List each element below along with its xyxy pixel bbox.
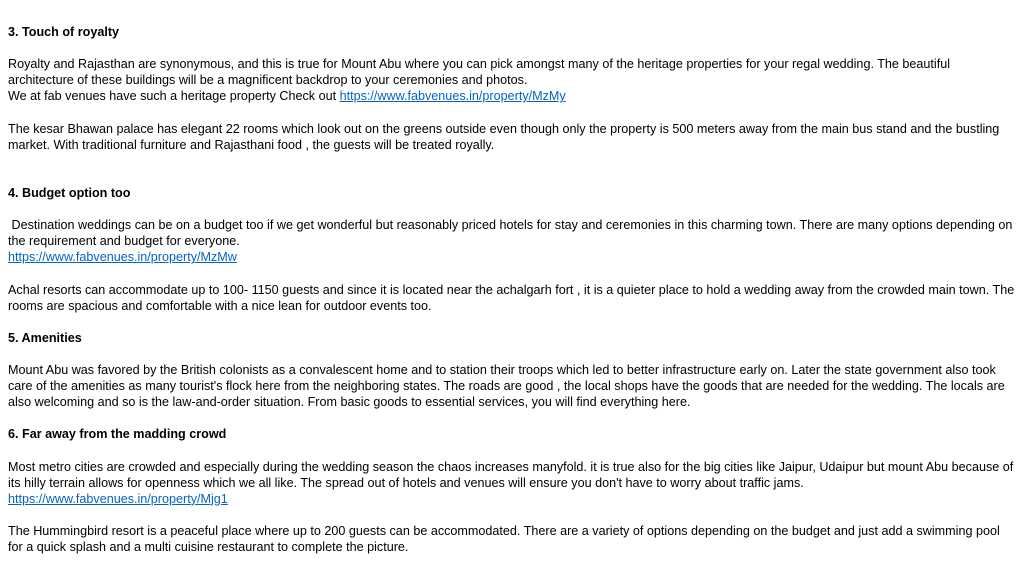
paragraph-budget-intro: Destination weddings can be on a budget too if we get wonderful but reasonably priced hotels for stay and ceremonies in this charming town. There are many options depending on the requirement and budget for everyone. bbox=[8, 218, 1016, 249]
spacer bbox=[8, 40, 1016, 56]
spacer bbox=[8, 201, 1016, 217]
spacer bbox=[8, 153, 1016, 185]
heading-madding-crowd: 6. Far away from the madding crowd bbox=[8, 427, 227, 442]
spacer bbox=[8, 265, 1016, 281]
spacer bbox=[8, 346, 1016, 362]
paragraph-hummingbird: The Hummingbird resort is a peaceful place where up to 200 guests can be accommodated. There are a variety of options depending on the budget and just add a swimming pool for a quick splash and a multi cuisine restaurant to complete the picture. bbox=[8, 523, 1000, 554]
heading-touch-of-royalty: 3. Touch of royalty bbox=[8, 25, 120, 39]
paragraph-heritage-property bbox=[8, 88, 1016, 104]
heading-budget-option: 4. Budget option too bbox=[8, 185, 131, 200]
spacer bbox=[8, 442, 1016, 458]
paragraph-amenities: Mount Abu was favored by the British colonists as a convalescent home and to station their troops which led to better infrastructure early on. Later the state government also took care of the amenities as many tourist's flock here from the neighboring states. The roads are good , the local shops have the goods that are needed for the wedding. The locals are also welcoming and so is the law-and-order situation. From basic goods to essential services, you will find everything here. bbox=[8, 362, 1005, 410]
paragraph-kesar-bhawan: The kesar Bhawan palace has elegant 22 rooms which look out on the greens outside even though only the property is 500 meters away from the main bus stand and the bustling market. With traditional furniture and Rajasthani food , the guests will be treated royally. bbox=[8, 121, 1000, 152]
spacer bbox=[8, 410, 1016, 426]
link-property-mjg1[interactable]: https://www.fabvenues.in/property/Mjg1 bbox=[8, 491, 228, 506]
document-body bbox=[8, 24, 1016, 555]
paragraph-heritage-text: We at fab venues have such a heritage property Check out bbox=[8, 89, 340, 104]
paragraph-royalty-intro: Royalty and Rajasthan are synonymous, and this is true for Mount Abu where you can pick amongst many of the heritage properties for your regal wedding. The beautiful architecture of these buildings will be a magnificent backdrop to your ceremonies and photos. bbox=[8, 57, 951, 88]
link-property-mzmy[interactable]: https://www.fabvenues.in/property/MzMy bbox=[339, 89, 566, 104]
spacer bbox=[8, 507, 1016, 523]
paragraph-achal-resorts: Achal resorts can accommodate up to 100- 1150 guests and since it is located near the achalgarh fort , it is a quieter place to hold a wedding away from the crowded main town. The rooms are spacious and comfortable with a nice lean for outdoor events too. bbox=[8, 282, 1015, 313]
heading-amenities: 5. Amenities bbox=[8, 330, 82, 345]
spacer bbox=[8, 314, 1016, 330]
link-row-mjg1 bbox=[8, 491, 1016, 507]
link-row-mzmw bbox=[8, 249, 1016, 265]
spacer bbox=[8, 104, 1016, 120]
link-property-mzmw[interactable]: https://www.fabvenues.in/property/MzMw bbox=[8, 250, 237, 265]
paragraph-metro-cities: Most metro cities are crowded and especially during the wedding season the chaos increases manyfold. it is true also for the big cities like Jaipur, Udaipur but mount Abu because of its hilly terrain allows for openness which we all like. The spread out of hotels and venues will ensure you don't have to worry about traffic jams. bbox=[8, 459, 1014, 490]
